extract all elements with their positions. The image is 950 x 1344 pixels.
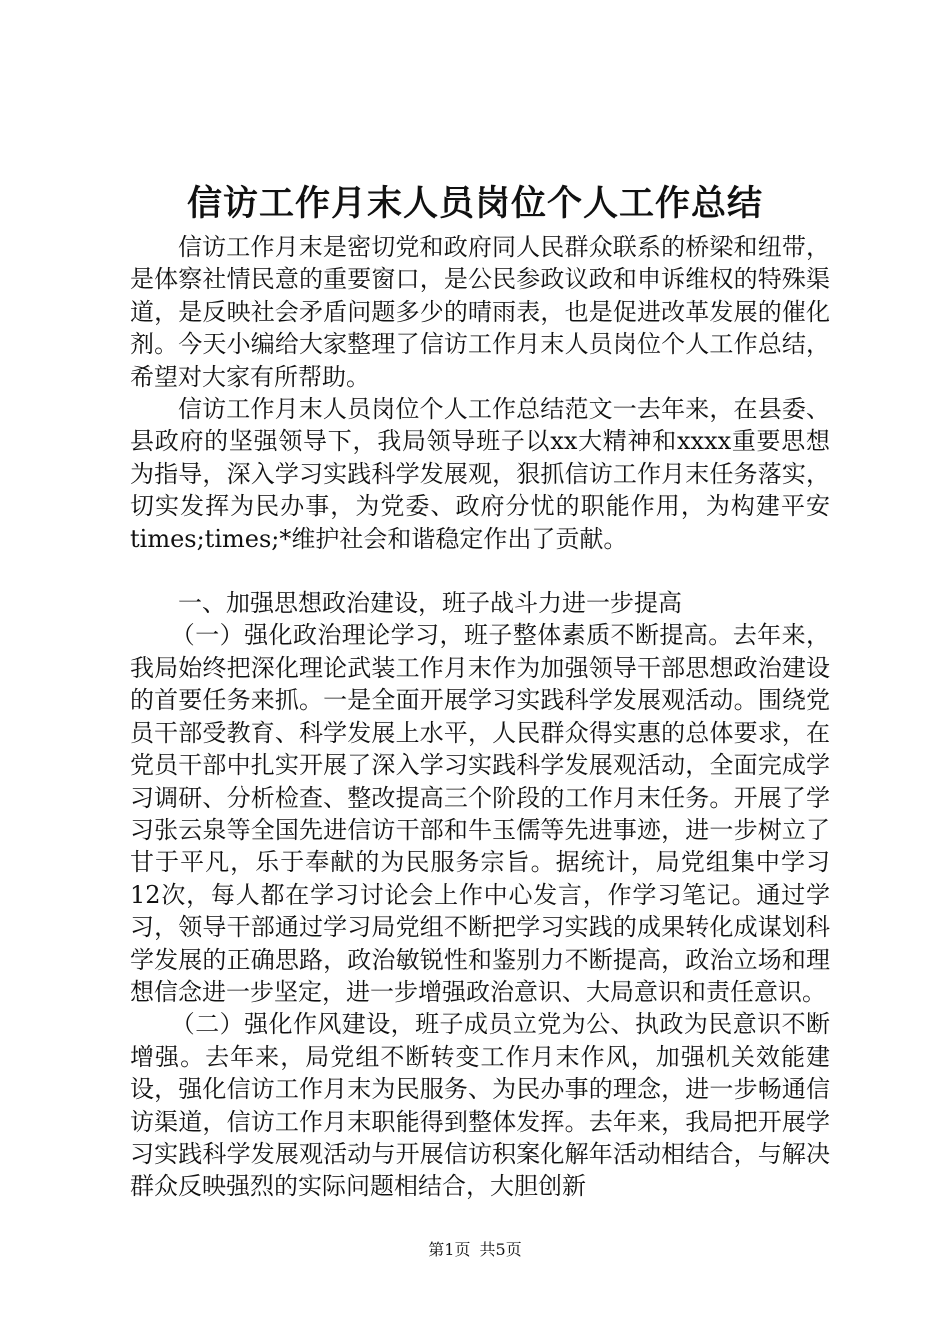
page-number: 第1页 [428, 1240, 471, 1259]
document-title: 信访工作月末人员岗位个人工作总结 [186, 183, 763, 224]
paragraph-subsection-1: （一）强化政治理论学习，班子整体素质不断提高。去年来，我局始终把深化理论武装工作月末作为加强领导干部思想政治建设的首要任务来抓。一是全面开展学习实践科学发展观活动。围绕党员干部受教育、科学发展上水平，人民群众得实惠的总体要求，在党员干部中扎实开展了深入学习实践科学发展观活动，全面完成学习调研、分析检查、整改提高三个阶段的工作月末任务。开展了学习张云泉等全国先进信访干部和牛玉儒等先进事迹，进一步树立了甘于平凡，乐于奉献的为民服务宗旨。据统计，局党组集中学习12次，每人都在学习讨论会上作中心发言，作学习笔记。通过学习，领导干部通过学习局党组不断把学习实践的成果转化成谋划科学发展的正确思路，政治敏锐性和鉴别力不断提高，政治立场和理想信念进一步坚定，进一步增强政治意识、大局意识和责任意识。 [130, 621, 830, 1006]
section-heading-1: 一、加强思想政治建设，班子战斗力进一步提高 [178, 589, 682, 618]
paragraph-subsection-2: （二）强化作风建设，班子成员立党为公、执政为民意识不断增强。去年来，局党组不断转变工作月末作风，加强机关效能建设，强化信访工作月末为民服务、为民办事的理念，进一步畅通信访渠道，信访工作月末职能得到整体发挥。去年来，我局把开展学习实践科学发展观活动与开展信访积案化解年活动相结合，与解决群众反映强烈的实际问题相结合，大胆创新 [130, 1010, 830, 1201]
paragraph-sample-one: 信访工作月末人员岗位个人工作总结范文一去年来，在县委、县政府的坚强领导下，我局领导班子以xx大精神和xxxx重要思想为指导，深入学习实践科学发展观，狠抓信访工作月末任务落实，切实发挥为民办事，为党委、政府分忧的职能作用，为构建平安times;times;*维护社会和谐稳定作出了贡献。 [130, 395, 830, 553]
page-total: 共5页 [479, 1240, 522, 1259]
page-footer [0, 1240, 950, 1260]
document-body [130, 231, 830, 1203]
paragraph-intro: 信访工作月末是密切党和政府同人民群众联系的桥梁和纽带，是体察社情民意的重要窗口，是公民参政议政和申诉维权的特殊渠道，是反映社会矛盾问题多少的晴雨表，也是促进改革发展的催化剂。今天小编给大家整理了信访工作月末人员岗位个人工作总结，希望对大家有所帮助。 [130, 233, 830, 391]
